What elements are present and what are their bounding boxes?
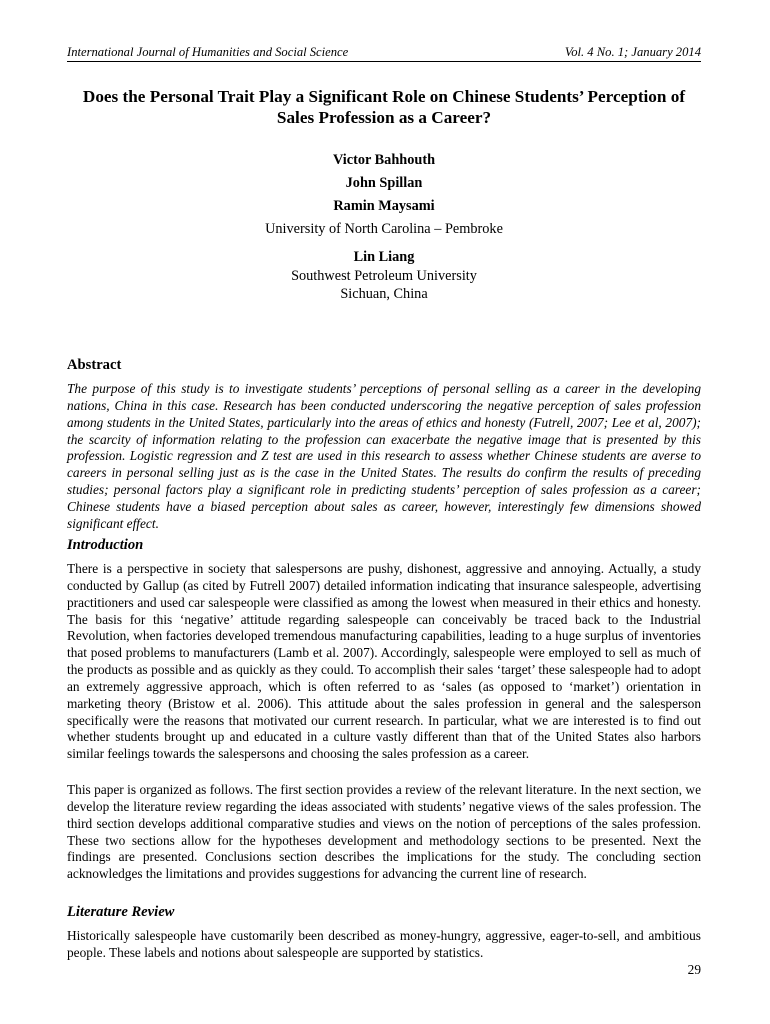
paper-title: Does the Personal Trait Play a Significant Role on Chinese Students’ Perception of Sales Profession as a Career? bbox=[82, 87, 686, 127]
volume-info: Vol. 4 No. 1; January 2014 bbox=[564, 45, 701, 59]
author-name: Ramin Maysami bbox=[333, 198, 435, 214]
introduction-heading: Introduction bbox=[67, 537, 144, 553]
journal-name: International Journal of Humanities and Social Science bbox=[67, 45, 349, 59]
introduction-paragraph-1: There is a perspective in society that salespersons are pushy, dishonest, aggressive and annoying. Actually, a study conducted by Gallup (as cited by Futrell 2007) detailed information indicating that insurance salespeople, advertising practitioners and used car salespeople were classified as among the lowest when measured in their ethics and honesty. The basis for this ‘negative’ attitude regarding salespeople can conceivably be traced back to the Industrial Revolution, when factories developed tremendous manufacturing capabilities, leading to a huge surplus of inventories that posed problems to manufacturers (Lamb et al. 2007). Accordingly, salespeople were employed to sell as much of the products as possible and as quickly as they could. To accomplish their sales ‘target’ these salespeople had to adopt an extremely aggressive approach, which is often referred to as ‘sales (as opposed to ‘market’) orientation in marketing theory (Bristow et al. 2006). This attitude about the sales profession in general and the salesperson specifically were the reasons that motivated our current research. In particular, what we are interested is to find out whether students brought up and educated in a culture vastly different than that of the United States also harbors similar feelings towards the salespersons and choosing the sales profession as a career. bbox=[67, 561, 701, 762]
author-affiliation: University of North Carolina – Pembroke bbox=[265, 221, 503, 237]
page-number: 29 bbox=[687, 962, 701, 977]
author-name: Victor Bahhouth bbox=[332, 152, 436, 168]
running-header bbox=[67, 45, 701, 62]
introduction-paragraph-2: This paper is organized as follows. The first section provides a review of the relevant literature. In the next section, we develop the literature review regarding the ideas associated with students’ negative views of the sales profession. The third section develops additional comparative studies and views on the notion of perceptions of the sales profession. These two sections allow for the hypotheses development and methodology sections to be presented. Next the findings are presented. Conclusions section describes the implications for the study. The concluding section acknowledges the limitations and provides suggestions for advancing the current line of research. bbox=[67, 782, 701, 882]
author-affiliation-location: Sichuan, China bbox=[340, 286, 428, 302]
literature-review-paragraph-1: Historically salespeople have customarily been described as money-hungry, aggressive, eager-to-sell, and ambitious people. These labels and notions about salespeople are supported by statistics. bbox=[67, 928, 701, 960]
author-block-2 bbox=[67, 248, 701, 304]
author-name: John Spillan bbox=[345, 175, 423, 191]
author-affiliation: Southwest Petroleum University bbox=[291, 267, 477, 284]
literature-review-heading: Literature Review bbox=[67, 904, 175, 920]
author-block bbox=[67, 149, 701, 241]
abstract-heading: Abstract bbox=[67, 357, 122, 373]
abstract-text: The purpose of this study is to investigate students’ perceptions of personal selling as a career in the developing nations, China in this case. Research has been conducted underscoring the negative perception of sales profession among students in the United States, particularly into the areas of ethics and honesty (Futrell, 2007; Lee et al, 2007); the scarcity of information relating to the profession can exacerbate the negative image that is presented by this profession. Logistic regression and Z test are used in this research to assess whether Chinese students are averse to careers in personal selling just as is the case in the United States. The results do confirm the results of preceding studies; personal factors play a significant role in predicting students’ perception of sales profession as a career; Chinese students have a biased perception about sales as career, however, interestingly few dimensions showed significant effect. bbox=[67, 381, 701, 531]
author-name: Lin Liang bbox=[353, 249, 415, 265]
